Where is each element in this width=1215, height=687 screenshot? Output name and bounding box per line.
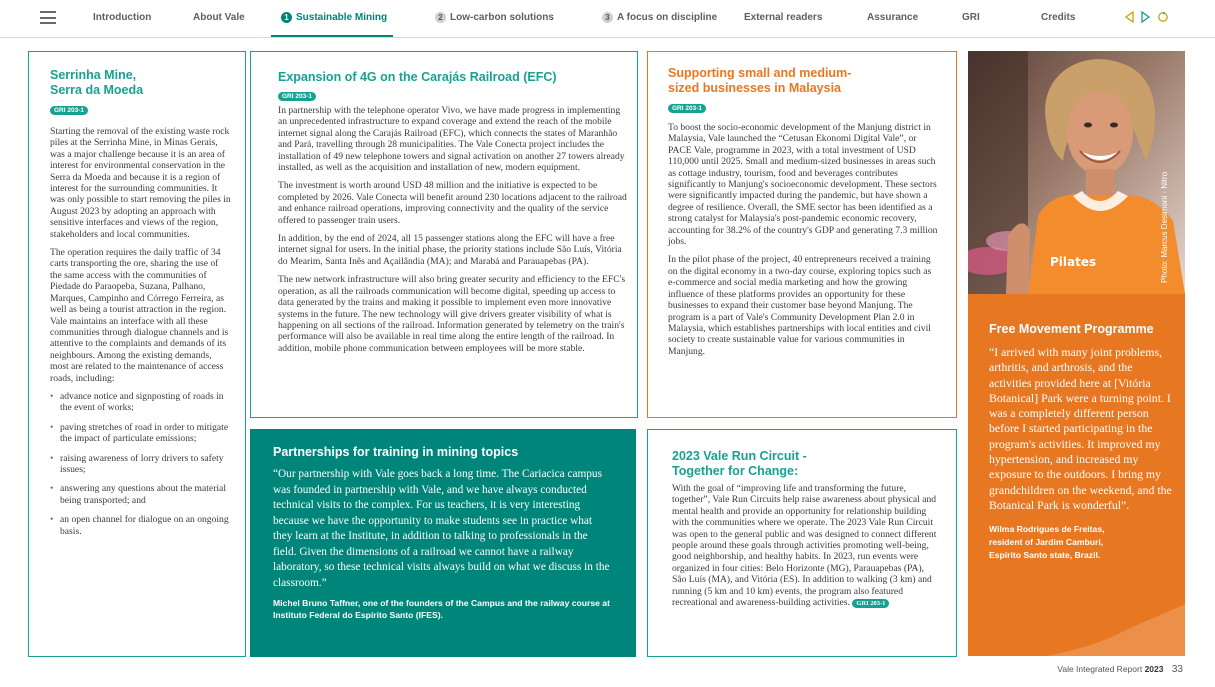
previous-page-icon[interactable]	[1124, 11, 1136, 23]
run-circuit-title: 2023 Vale Run Circuit - Together for Change:	[672, 449, 807, 478]
nav-about-vale[interactable]: About Vale	[193, 12, 245, 23]
gri-badge: GRI 203-1	[278, 92, 316, 101]
nav-introduction[interactable]: Introduction	[93, 12, 152, 23]
next-page-icon[interactable]	[1139, 11, 1151, 23]
free-movement-panel	[968, 294, 1185, 656]
woman-smiling-illustration	[968, 51, 1185, 294]
malaysia-smb-card	[647, 51, 957, 418]
refresh-icon[interactable]	[1157, 11, 1169, 23]
malaysia-title: Supporting small and medium- sized businesses in Malaysia	[668, 66, 852, 95]
gri-badge: GRI 203-1	[50, 106, 88, 115]
nav-label: A focus on discipline	[617, 12, 718, 24]
carajas-railroad-card	[250, 51, 638, 418]
serrinha-demands-list	[50, 391, 231, 537]
free-movement-title: Free Movement Programme	[989, 322, 1154, 336]
partnerships-training-card	[250, 429, 636, 657]
serrinha-paragraph-1: Starting the removal of the existing waste rock piles at the Serrinha Mine, in Minas Gerais, was a major challenge because it is an area of interest for environmental conservation in the Serra da Moeda and because it is a region of interest for the surrounding communities. It was only possible to start removing the piles in August 2023 by adopting an approach with sensitive interfaces and views of the region, stakeholders and local communities.	[50, 126, 231, 240]
carajas-paragraph-2: The investment is worth around USD 48 million and the initiative is expected to be completed by 2026. Vale Conecta will benefit around 230 locations adjacent to the railroad and enhance railroad operations, improving connectivity and the quality of the service offered to passenger train users.	[278, 180, 627, 226]
carajas-title: Expansion of 4G on the Carajás Railroad (EFC)	[278, 70, 557, 84]
carajas-paragraph-3: In addition, by the end of 2024, all 15 passenger stations along the EFC will have a free internet signal for users. In the initial phase, the priority stations include São Luís, Vitória do Mearim, Santa Inês and Açailândia (MA); and Marabá and Parauapebas (PA).	[278, 233, 622, 267]
nav-external-readers[interactable]: External readers	[744, 12, 823, 23]
top-navigation	[0, 0, 1215, 38]
partnerships-author: Michel Bruno Taffner, one of the founders of the Campus and the railway course at Instituto Federal do Espírito Santo (IFES).	[273, 598, 610, 620]
run-circuit-card	[647, 429, 957, 657]
nav-number-badge: 2	[435, 12, 446, 23]
hamburger-menu-icon[interactable]	[40, 11, 56, 24]
nav-number-badge: 3	[602, 12, 613, 23]
free-movement-author: Wilma Rodrigues de Freitas, resident of Jardim Camburi, Espírito Santo state, Brazil.	[989, 524, 1105, 561]
list-item: • raising awareness of lorry drivers to safety issues;	[50, 453, 231, 476]
nav-label: Sustainable Mining	[296, 12, 388, 24]
shirt-text: Pilates	[1050, 255, 1097, 269]
partnerships-title: Partnerships for training in mining topics	[273, 445, 519, 459]
report-name: Vale Integrated Report	[1057, 664, 1143, 674]
carajas-paragraph-1: In partnership with the telephone operator Vivo, we have made progress in implementing an unprecedented infrastructure to expand coverage and extend the reach of the mobile internet signal along the Carajás Railroad (EFC), which connects the states of Maranhão and Pará, travelling through 28 municipalities. The Vale Conecta project includes the installation of 49 new telephone towers and signal activation on another 27 towers already installed, as well as the acquisition and installation of new, modern equipment.	[278, 105, 625, 174]
nav-label: Low-carbon solutions	[450, 12, 554, 24]
list-item: • an open channel for dialogue on an ongoing basis.	[50, 514, 231, 537]
carajas-paragraph-4: The new network infrastructure will also bring greater security and efficiency to the EFC's operation, as all the railroads communication will become digital, speeding up access to data generated by the trains and making it possible to implement even more innovative systems in the future. The new technology will give drivers greater visibility of what is happening on all sections of the railroad. Information generated by telemetry on the train's performance will also be available in real time along the entire length of the railroad. In addition, mobile phone communication between employees will be more stable.	[278, 274, 626, 354]
nav-assurance[interactable]: Assurance	[867, 12, 919, 23]
nav-focus-on-discipline[interactable]	[602, 12, 717, 23]
nav-gri[interactable]: GRI	[962, 12, 980, 23]
page-number: 33	[1171, 664, 1183, 675]
portrait-photo	[968, 51, 1185, 294]
list-item: • advance notice and signposting of roads in the event of works;	[50, 391, 231, 414]
nav-sustainable-mining[interactable]	[281, 12, 387, 23]
run-circuit-paragraph: With the goal of “improving life and transforming the future, together”, Vale Run Circuits help raise awareness about physical and mental health and provide an opportunity for relationship building with the communities where we operate. The 2023 Vale Run Circuit was open to the general public and was designed to connect different people around these goals through activities promoting well-being, good neighborship, and healthy habits. In 2023, run events were organized in four cities: Belo Horizonte (MG), Parauapebas (PA), São Luís (MA), and Vitória (ES). In addition to walking (3 km) and running (5 km and 10 km) events, the program also featured recreational and awareness-building activities. GRI 203-1	[672, 483, 937, 609]
serrinha-mine-card	[28, 51, 246, 657]
nav-number-badge: 1	[281, 12, 292, 23]
nav-credits[interactable]: Credits	[1041, 12, 1076, 23]
malaysia-paragraph-2: In the pilot phase of the project, 40 entrepreneurs received a training on the digital economy in a two-day course, exploring topics such as e-commerce and social media marketing and how the growing influence of these platforms provides an opportunity for these businesses to expand their customer base beyond Manjung. The program is a part of Vale's Community Development Plan 2.0 in Malaysia, which establishes partnerships with local entities and civil society to create sustainable value for various communities in Manjung.	[668, 254, 932, 357]
serrinha-title: Serrinha Mine, Serra da Moeda	[50, 68, 144, 97]
active-tab-indicator	[271, 35, 393, 37]
list-item: • paving stretches of road in order to mitigate the impact of particulate emissions;	[50, 422, 231, 445]
free-movement-quote: “I arrived with many joint problems, arthritis, and arthrosis, and the activities provided here at [Vitória Botanical] Park were a turning point. I was a completely different person before I started participating in the program's activities. It improved my hypertension, and increased my exposure to the outdoors. I bring my grandchildren on the weekend, and the Botanical Park is wonderful”.	[989, 345, 1172, 512]
report-year: 2023	[1144, 664, 1164, 674]
photo-credit: Photo: Marcus Desimoni - Nitro	[1160, 171, 1169, 283]
malaysia-paragraph-1: To boost the socio-economic development of the Manjung district in Malaysia, Vale launched the “Cetusan Ekonomi Digital Vale”, or PACE Vale, programme in 2023, with a total investment of USD 110,000 until 2025. Small and medium-sized businesses in areas such as cottage industry, tourism, food and beverages contributes significantly to Manjung's socioeconomic development. These sectors were significantly impacted during the pandemic, but have shown a degree of resilience. Overall, the SME sector has been identified as a strong catalyst for Malaysia's post-pandemic economic recovery, accounting for 38.2% of the country's GDP and generating 7.3 million jobs.	[668, 122, 938, 248]
gri-badge: GRI 203-1	[668, 104, 706, 113]
nav-low-carbon-solutions[interactable]	[435, 12, 554, 23]
partnerships-quote: “Our partnership with Vale goes back a long time. The Cariacica campus was founded in partnership with Vale, and we have always conducted technical visits to the complex. For us teachers, it is very interesting because we have the opportunity to make students see in practice what they learn at the Institute, in addition to talking to professionals in the field. Given the dimensions of a railroad we cannot have a railway laboratory, so these technical visits always build on what we discuss in the classroom.”	[273, 468, 610, 589]
gri-badge: GRI 203-1	[852, 599, 889, 608]
list-item: • answering any questions about the material being transported; and	[50, 483, 231, 506]
serrinha-paragraph-2: The operation requires the daily traffic of 34 carts transporting the ore, sharing the use of the same access with the communities of Piedade do Paraopeba, Suzana, Palhano, Marques, Campinho and Córrego Ferreira, as well as being a tourist attraction in the region. Vale maintains an interface with all these communities through dialogue channels and is attentive to the complaints and demands of its neighbours. Among the existing demands, most are related to the maintenance of access roads, including:	[50, 247, 229, 384]
page-footer	[1057, 664, 1183, 675]
